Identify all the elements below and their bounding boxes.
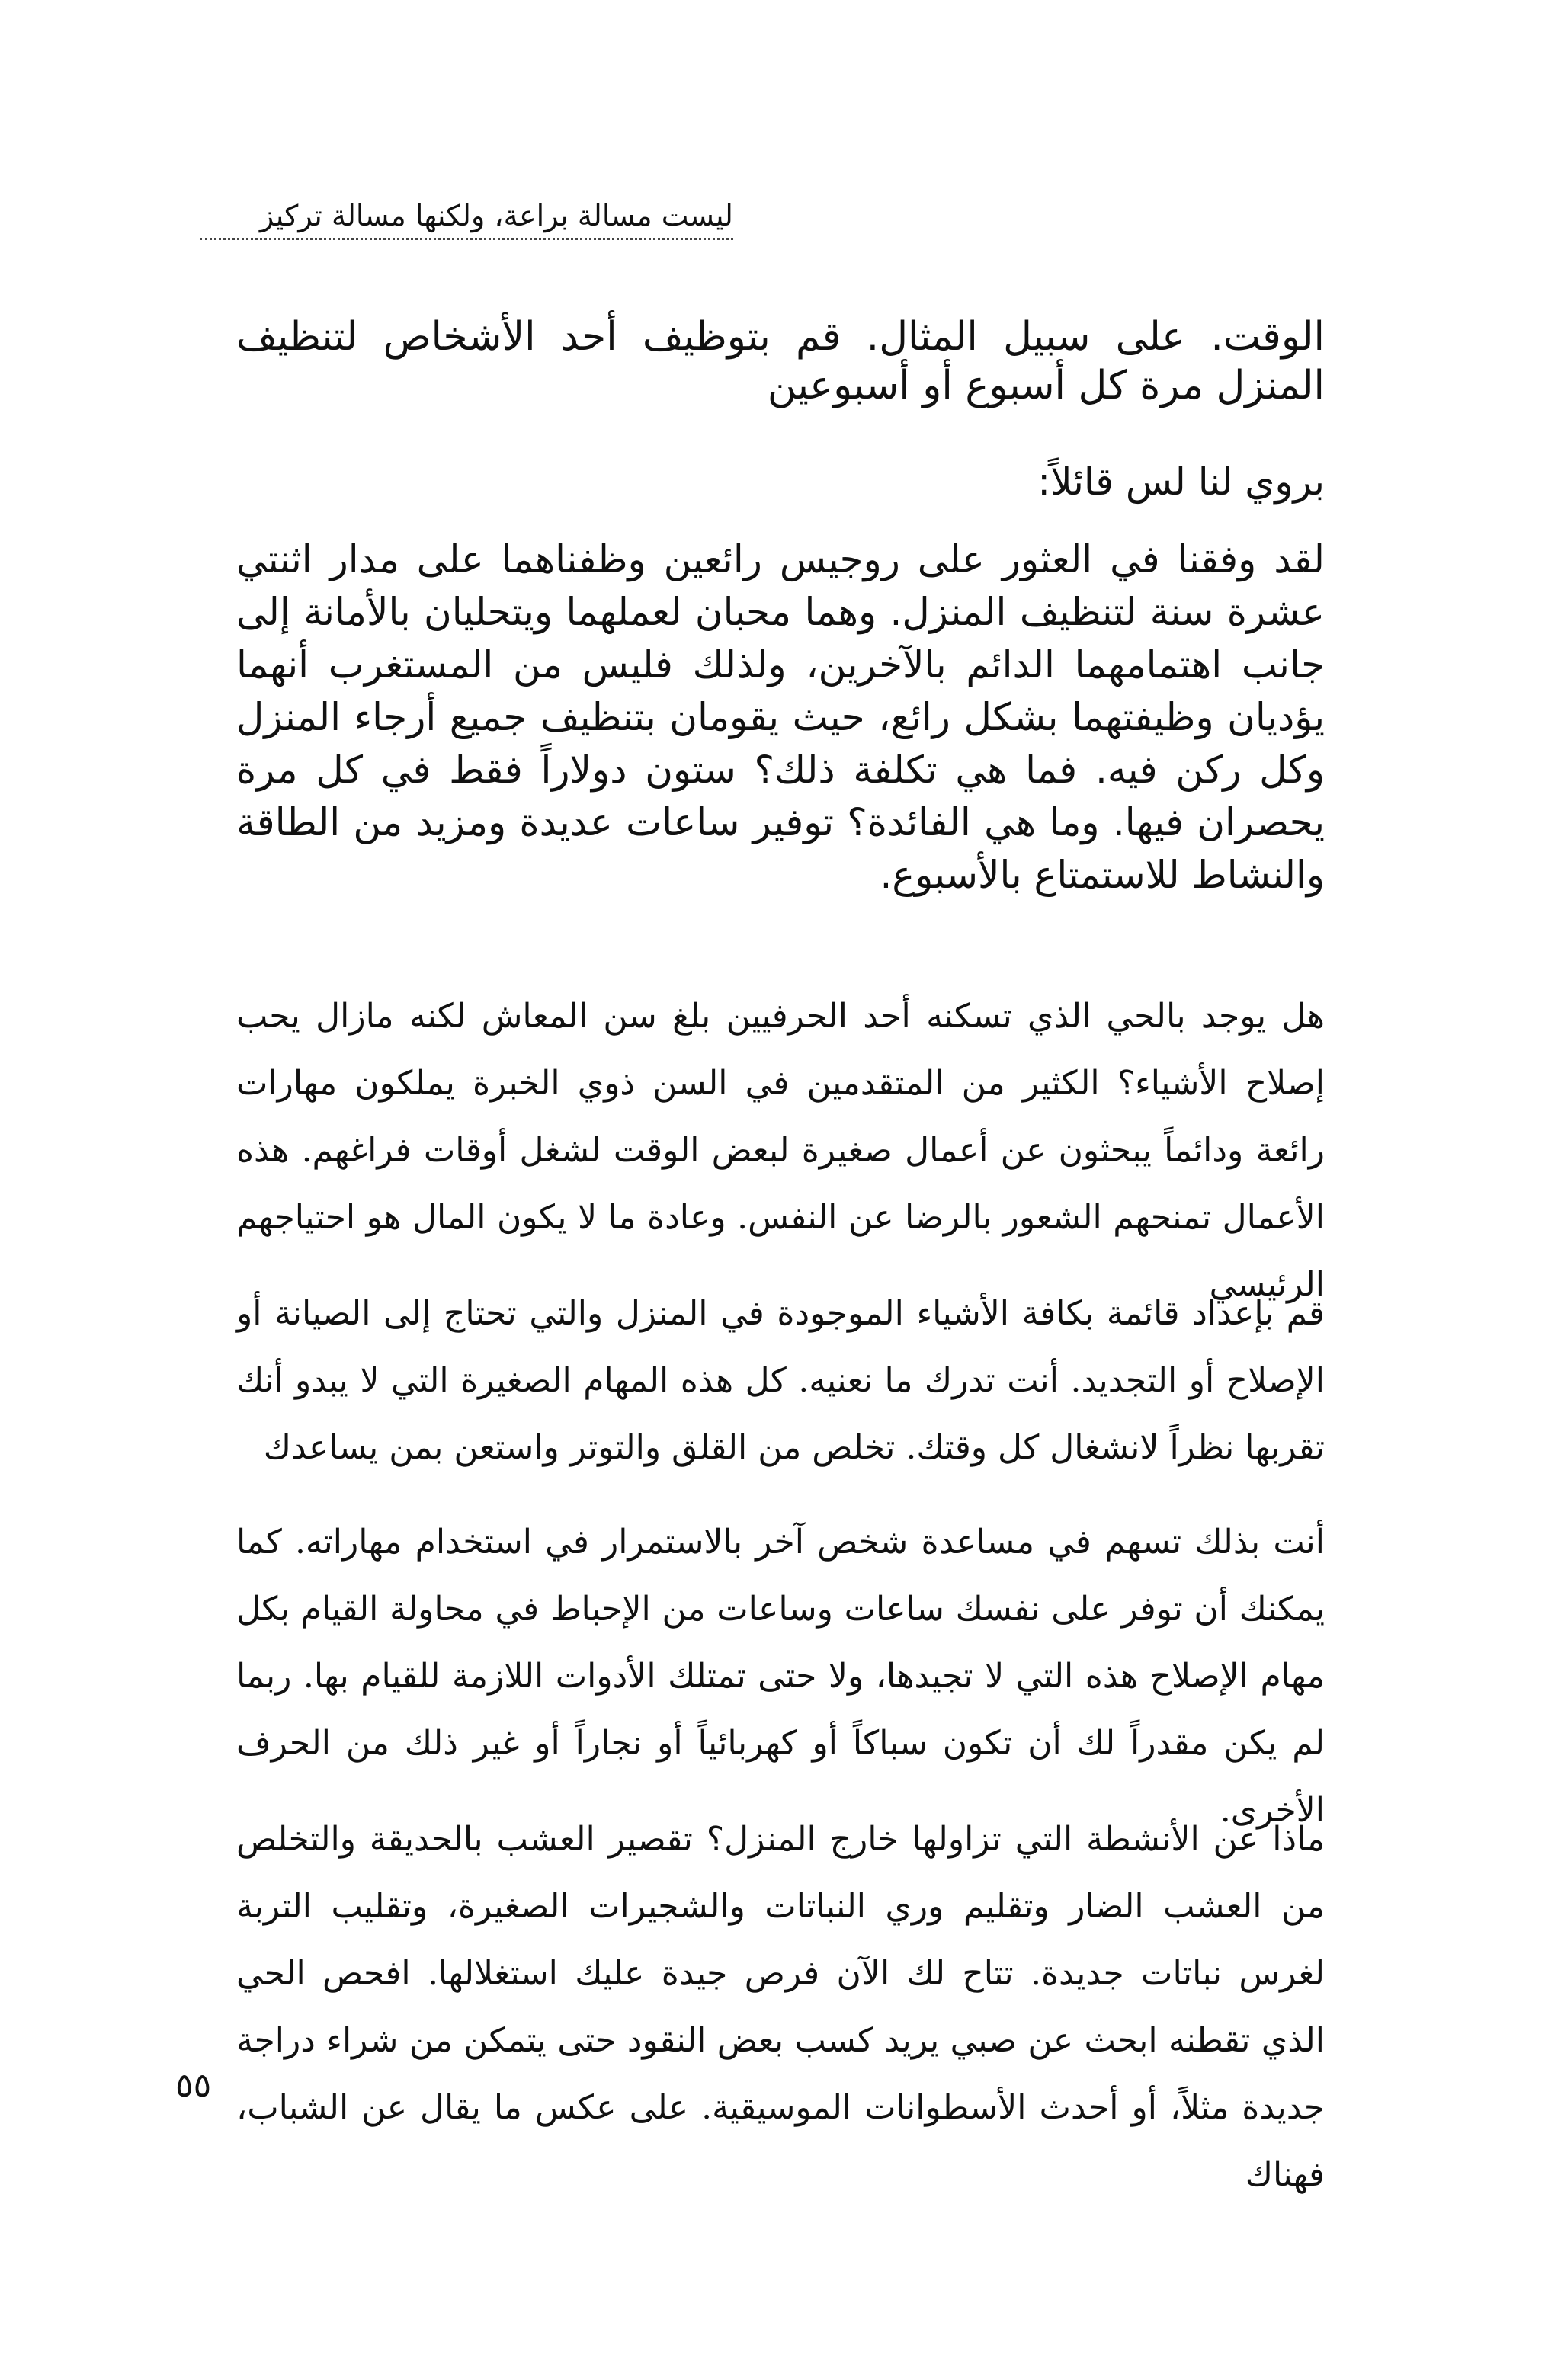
running-header: ليست مسالة براعة، ولكنها مسالة تركيز: [200, 197, 733, 240]
paragraph-text: أنت بذلك تسهم في مساعدة شخص آخر بالاستمرار في استخدام مهاراته. كما يمكنك أن توفر على نفسك ساعات وساعات من الإحباط في محاولة القيام بكل مهام الإصلاح هذه التي لا تجيدها، ولا حتى تمتلك الأدوات اللازمة للقيام بها. ربما لم يكن مقدراً لك أن تكون سباكاً أو كهربائياً أو نجاراً أو غير ذلك من الحرف الأخرى.: [236, 1523, 1325, 1830]
page-number: ٥٥: [175, 2066, 212, 2105]
paragraph-1: [236, 983, 1325, 1318]
quote-text: لقد وفقنا في العثور على روجيس رائعين وظفناهما على مدار اثنتي عشرة سنة لتنظيف المنزل. وهما محبان لعملهما ويتحليان بالأمانة إلى جانب اهتمامهما الدائم بالآخرين، ولذلك فليس من المستغرب أنهما يؤديان وظيفتهما بشكل رائع، حيث يقومان بتنظيف جميع أرجاء المنزل وكل ركن فيه. فما هي تكلفة ذلك؟ ستون دولاراً فقط في كل مرة يحصران فيها. وما هي الفائدة؟ توفير ساعات عديدة ومزيد من الطاقة والنشاط للاستمتاع بالأسبوع.: [236, 537, 1325, 897]
paragraph-text: ماذا عن الأنشطة التي تزاولها خارج المنزل؟ تقصير العشب بالحديقة والتخلص من العشب الضار وتقليم وري النباتات والشجيرات الصغيرة، وتقليب التربة لغرس نباتات جديدة. تتاح لك الآن فرص جيدة عليك استغلالها. افحص الحي الذي تقطنه ابحث عن صبي يريد كسب بعض النقود حتى يتمكن من شراء دراجة جديدة مثلاً، أو أحدث الأسطوانات الموسيقية. على عكس ما يقال عن الشباب، فهناك: [236, 1820, 1325, 2194]
quote-lead-text: بروي لنا لس قائلاً:: [1037, 460, 1325, 504]
paragraph-4: [236, 1806, 1325, 2209]
paragraph-text: قم بإعداد قائمة بكافة الأشياء الموجودة في المنزل والتي تحتاج إلى الصيانة أو الإصلاح أو التجديد. أنت تدرك ما نعنيه. كل هذه المهام الصغيرة التي لا يبدو أنك تقربها نظراً لانشغال كل وقتك. تخلص من القلق والتوتر واستعن بمن يساعدك: [236, 1294, 1325, 1467]
quote-block: [236, 533, 1325, 902]
intro-text: الوقت. على سبيل المثال. قم بتوظيف أحد الأشخاص لتنظيف المنزل مرة كل أسبوع أو أسبوعين: [236, 314, 1325, 408]
quote-lead: [236, 457, 1325, 506]
paragraph-2: [236, 1280, 1325, 1481]
intro-paragraph: [236, 312, 1325, 410]
paragraph-text: هل يوجد بالحي الذي تسكنه أحد الحرفيين بلغ سن المعاش لكنه مازال يحب إصلاح الأشياء؟ الكثير من المتقدمين في السن ذوي الخبرة يملكون مهارات رائعة ودائماً يبحثون عن أعمال صغيرة لبعض الوقت لشغل أوقات فراغهم. هذه الأعمال تمنحهم الشعور بالرضا عن النفس. وعادة ما لا يكون المال هو احتياجهم الرئيسي: [236, 997, 1325, 1304]
paragraph-3: [236, 1509, 1325, 1844]
